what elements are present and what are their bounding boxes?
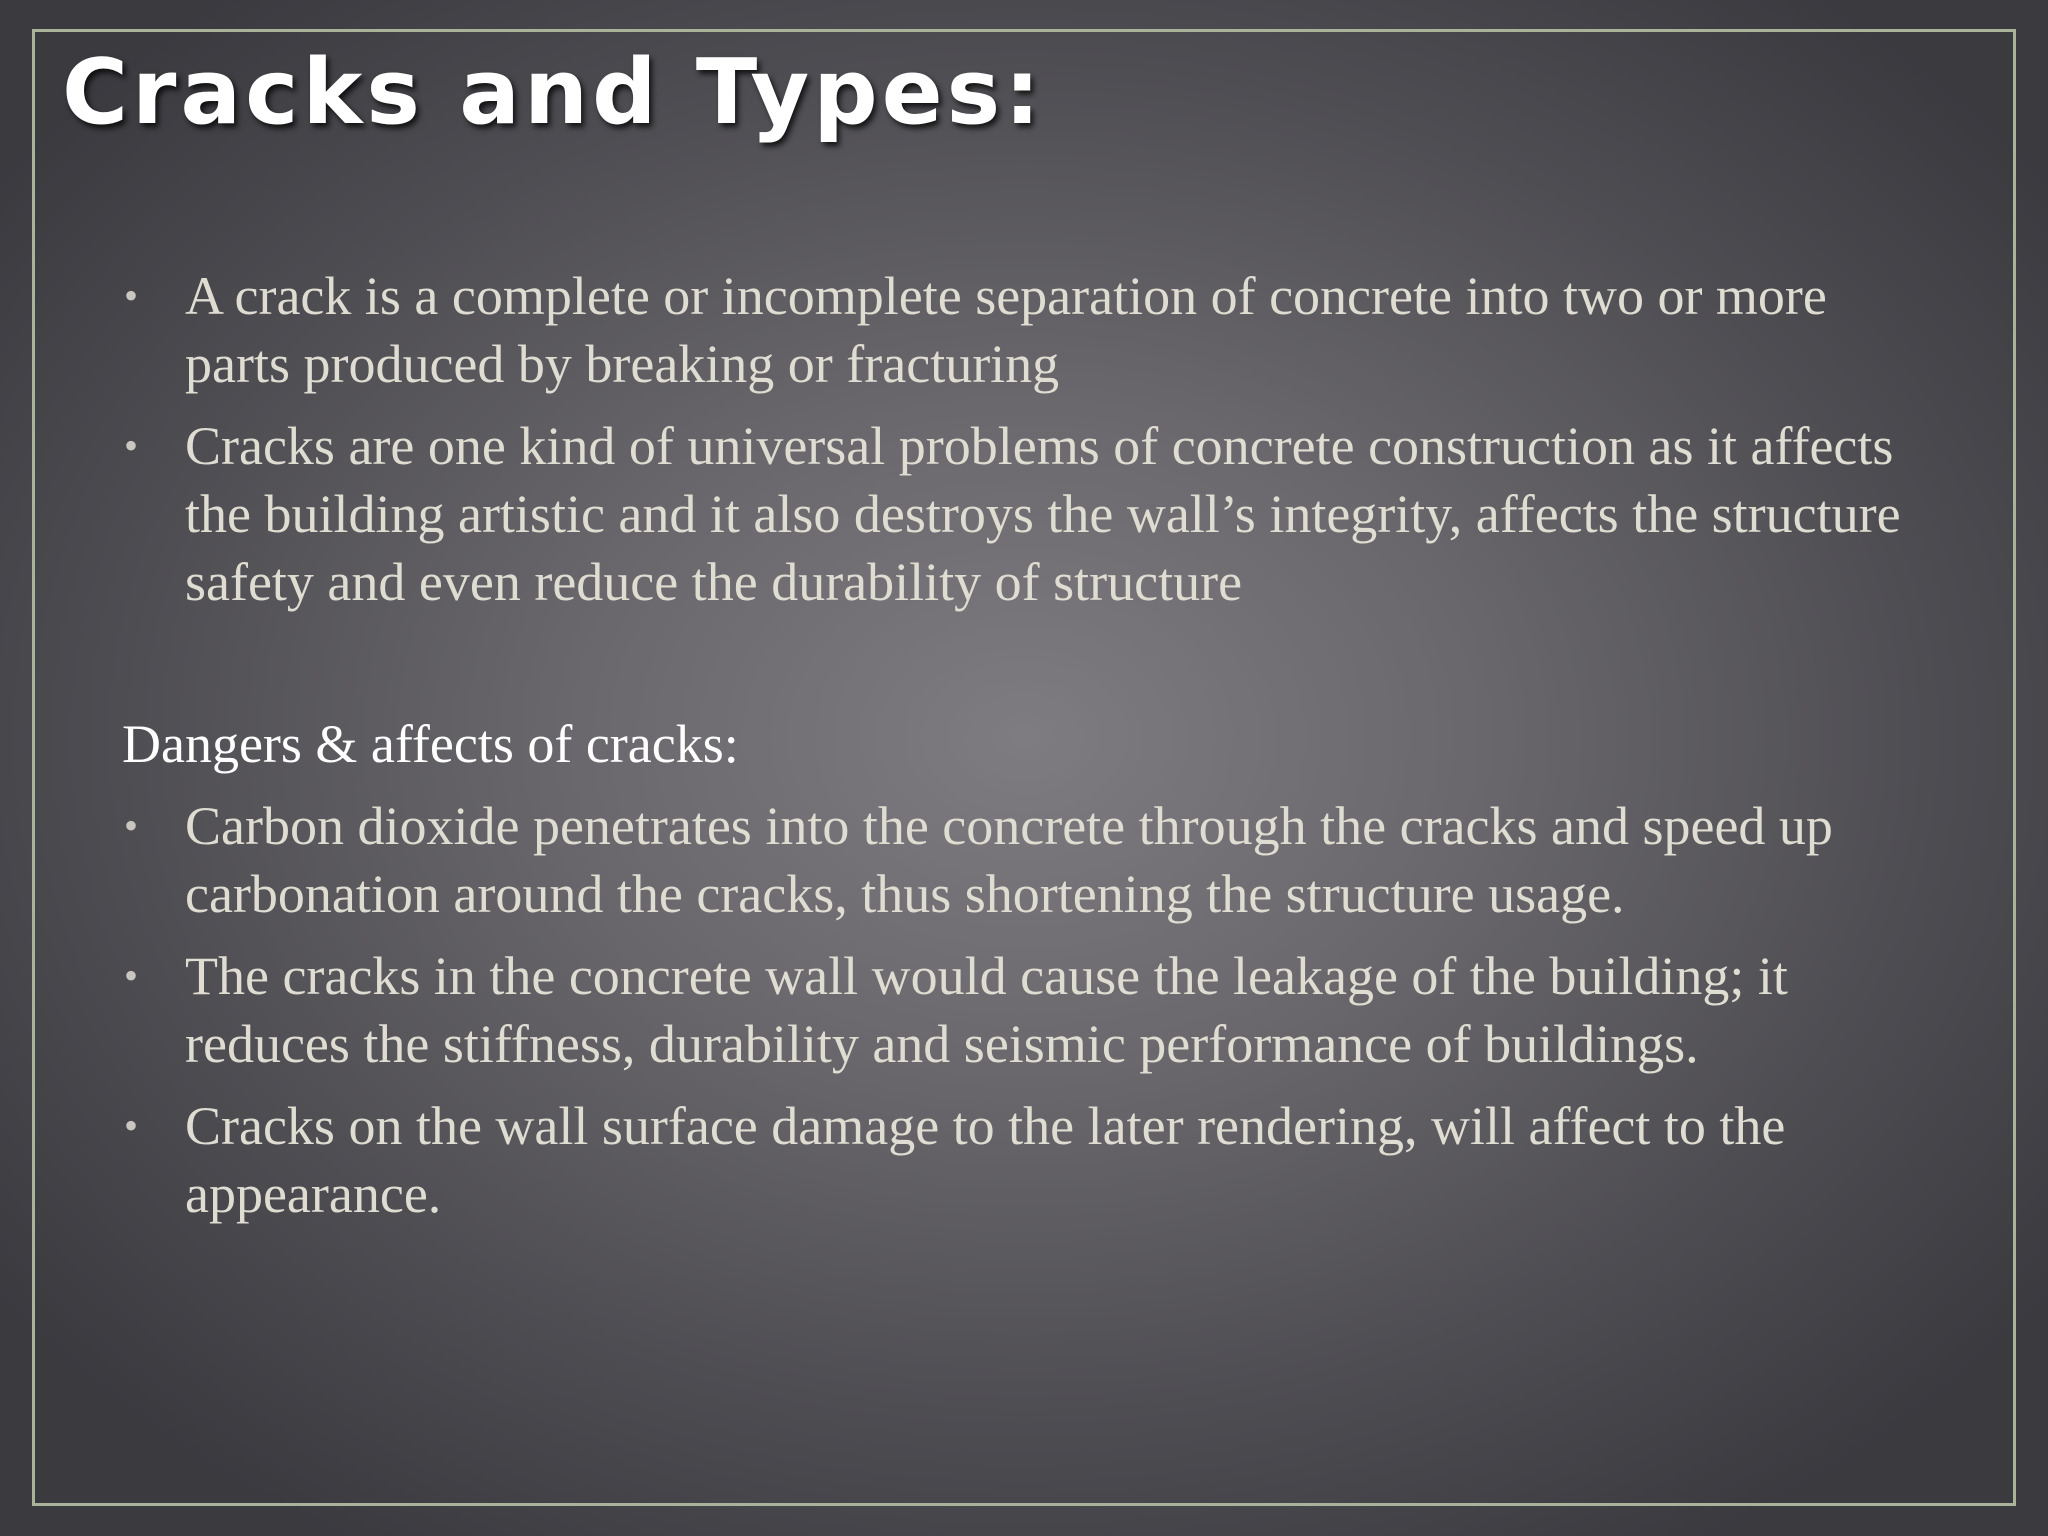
- bullet-icon: •: [124, 1103, 139, 1148]
- bullet-icon: •: [124, 273, 139, 318]
- slide-title: Cracks and Types:: [62, 40, 1045, 145]
- bullet-text: A crack is a complete or incomplete separation of concrete into two or more parts produced by breaking or fracturing: [185, 266, 1827, 394]
- list-item: [122, 412, 1922, 616]
- slide-content: [122, 262, 1922, 1242]
- bullet-icon: •: [124, 953, 139, 998]
- intro-bullet-list: [122, 262, 1922, 616]
- dangers-heading: Dangers & affects of cracks:: [122, 714, 739, 774]
- dangers-bullet-list: [122, 792, 1922, 1228]
- bullet-icon: •: [124, 423, 139, 468]
- bullet-text: Cracks are one kind of universal problems of concrete construction as it affects the building artistic and it also destroys the wall’s integrity, affects the structure safety and even reduce the durability of structure: [185, 416, 1901, 612]
- bullet-icon: •: [124, 803, 139, 848]
- list-item: [122, 1092, 1922, 1228]
- bullet-text: Carbon dioxide penetrates into the concrete through the cracks and speed up carbonation around the cracks, thus shortening the structure usage.: [185, 796, 1833, 924]
- bullet-text: Cracks on the wall surface damage to the later rendering, will affect to the appearance.: [185, 1096, 1786, 1224]
- list-item: [122, 942, 1922, 1078]
- list-item: [122, 262, 1922, 398]
- bullet-text: The cracks in the concrete wall would cause the leakage of the building; it reduces the stiffness, durability and seismic performance of buildings.: [185, 946, 1788, 1074]
- list-item: [122, 792, 1922, 928]
